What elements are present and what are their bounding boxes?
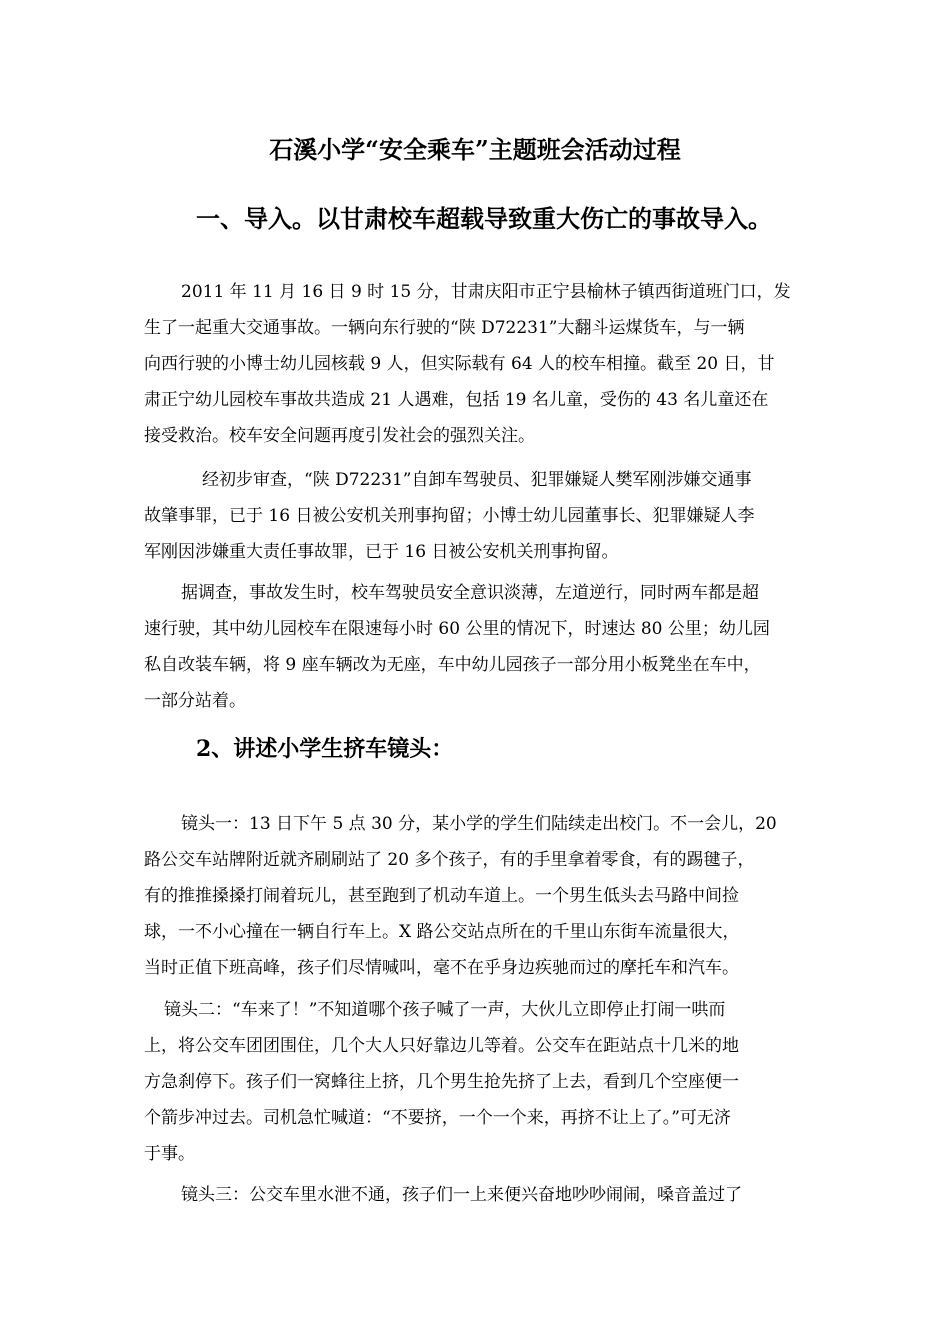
paragraph-line: 速行驶，其中幼儿园校车在限速每小时 60 公里的情况下，时速达 80 公里；幼儿园 xyxy=(144,619,770,639)
paragraph-line: 方急刹停下。孩子们一窝蜂往上挤，几个男生抢先挤了上去，看到几个空座便一 xyxy=(144,1072,739,1092)
paragraph-line: 上，将公交车团团围住，几个大人只好靠边儿等着。公交车在距站点十几米的地 xyxy=(144,1036,739,1056)
document-title: 石溪小学“安全乘车”主题班会活动过程 xyxy=(269,135,681,164)
paragraph-line: 私自改装车辆，将 9 座车辆改为无座，车中幼儿园孩子一部分用小板凳坐在车中， xyxy=(144,655,761,675)
paragraph-line: 2011 年 11 月 16 日 9 时 15 分，甘肃庆阳市正宁县榆林子镇西街道班门口，发 xyxy=(181,282,791,302)
paragraph-line: 经初步审查，“陕 D72231”自卸车驾驶员、犯罪嫌疑人樊军刚涉嫌交通事 xyxy=(202,470,752,490)
paragraph-line: 镜头三：公交车里水泄不通，孩子们一上来便兴奋地吵吵闹闹，嗓音盖过了 xyxy=(181,1185,742,1205)
section-heading-scenes: 2、讲述小学生挤车镜头： xyxy=(196,736,454,762)
paragraph-line: 故肇事罪，已于 16 日被公安机关刑事拘留；小博士幼儿园董事长、犯罪嫌疑人李 xyxy=(144,506,755,526)
paragraph-investigation xyxy=(144,462,814,570)
paragraph-line: 有的推推搡搡打闹着玩儿，甚至跑到了机动车道上。一个男生低头去马路中间捡 xyxy=(144,886,739,906)
paragraph-line: 镜头一：13 日下午 5 点 30 分，某小学的学生们陆续走出校门。不一会儿，20 xyxy=(181,814,777,834)
paragraph-line: 于事。 xyxy=(144,1144,195,1164)
paragraph-line: 镜头二：“车来了！”不知道哪个孩子喊了一声，大伙儿立即停止打闹一哄而 xyxy=(164,1000,726,1020)
paragraph-accident-report xyxy=(144,274,814,454)
paragraph-line: 当时正值下班高峰，孩子们尽情喊叫，毫不在乎身边疾驰而过的摩托车和汽车。 xyxy=(144,958,739,978)
paragraph-line: 肃正宁幼儿园校车事故共造成 21 人遇难，包括 19 名儿童，受伤的 43 名儿童还在 xyxy=(144,390,769,410)
paragraph-scene-two xyxy=(144,992,814,1172)
paragraph-line: 生了一起重大交通事故。一辆向东行驶的“陕 D72231”大翻斗运煤货车，与一辆 xyxy=(144,318,745,338)
paragraph-line: 据调查，事故发生时，校车驾驶员安全意识淡薄，左道逆行，同时两车都是超 xyxy=(181,583,759,603)
paragraph-scene-one xyxy=(144,806,814,986)
paragraph-scene-three xyxy=(144,1177,814,1213)
paragraph-findings xyxy=(144,575,814,719)
paragraph-line: 球，一不小心撞在一辆自行车上。X 路公交站点所在的千里山东街车流量很大， xyxy=(144,922,740,942)
paragraph-line: 个箭步冲过去。司机急忙喊道：“不要挤，一个一个来，再挤不让上了。”可无济 xyxy=(144,1108,731,1128)
paragraph-line: 向西行驶的小博士幼儿园核载 9 人，但实际载有 64 人的校车相撞。截至 20 日，甘 xyxy=(144,354,775,374)
section-heading-intro: 一、导入。以甘肃校车超载导致重大伤亡的事故导入。 xyxy=(196,204,772,233)
paragraph-line: 军刚因涉嫌重大责任事故罪，已于 16 日被公安机关刑事拘留。 xyxy=(144,542,619,562)
paragraph-line: 接受救治。校车安全问题再度引发社会的强烈关注。 xyxy=(144,426,535,446)
paragraph-line: 一部分站着。 xyxy=(144,691,246,711)
paragraph-line: 路公交车站牌附近就齐刷刷站了 20 多个孩子，有的手里拿着零食，有的踢毽子， xyxy=(144,850,755,870)
